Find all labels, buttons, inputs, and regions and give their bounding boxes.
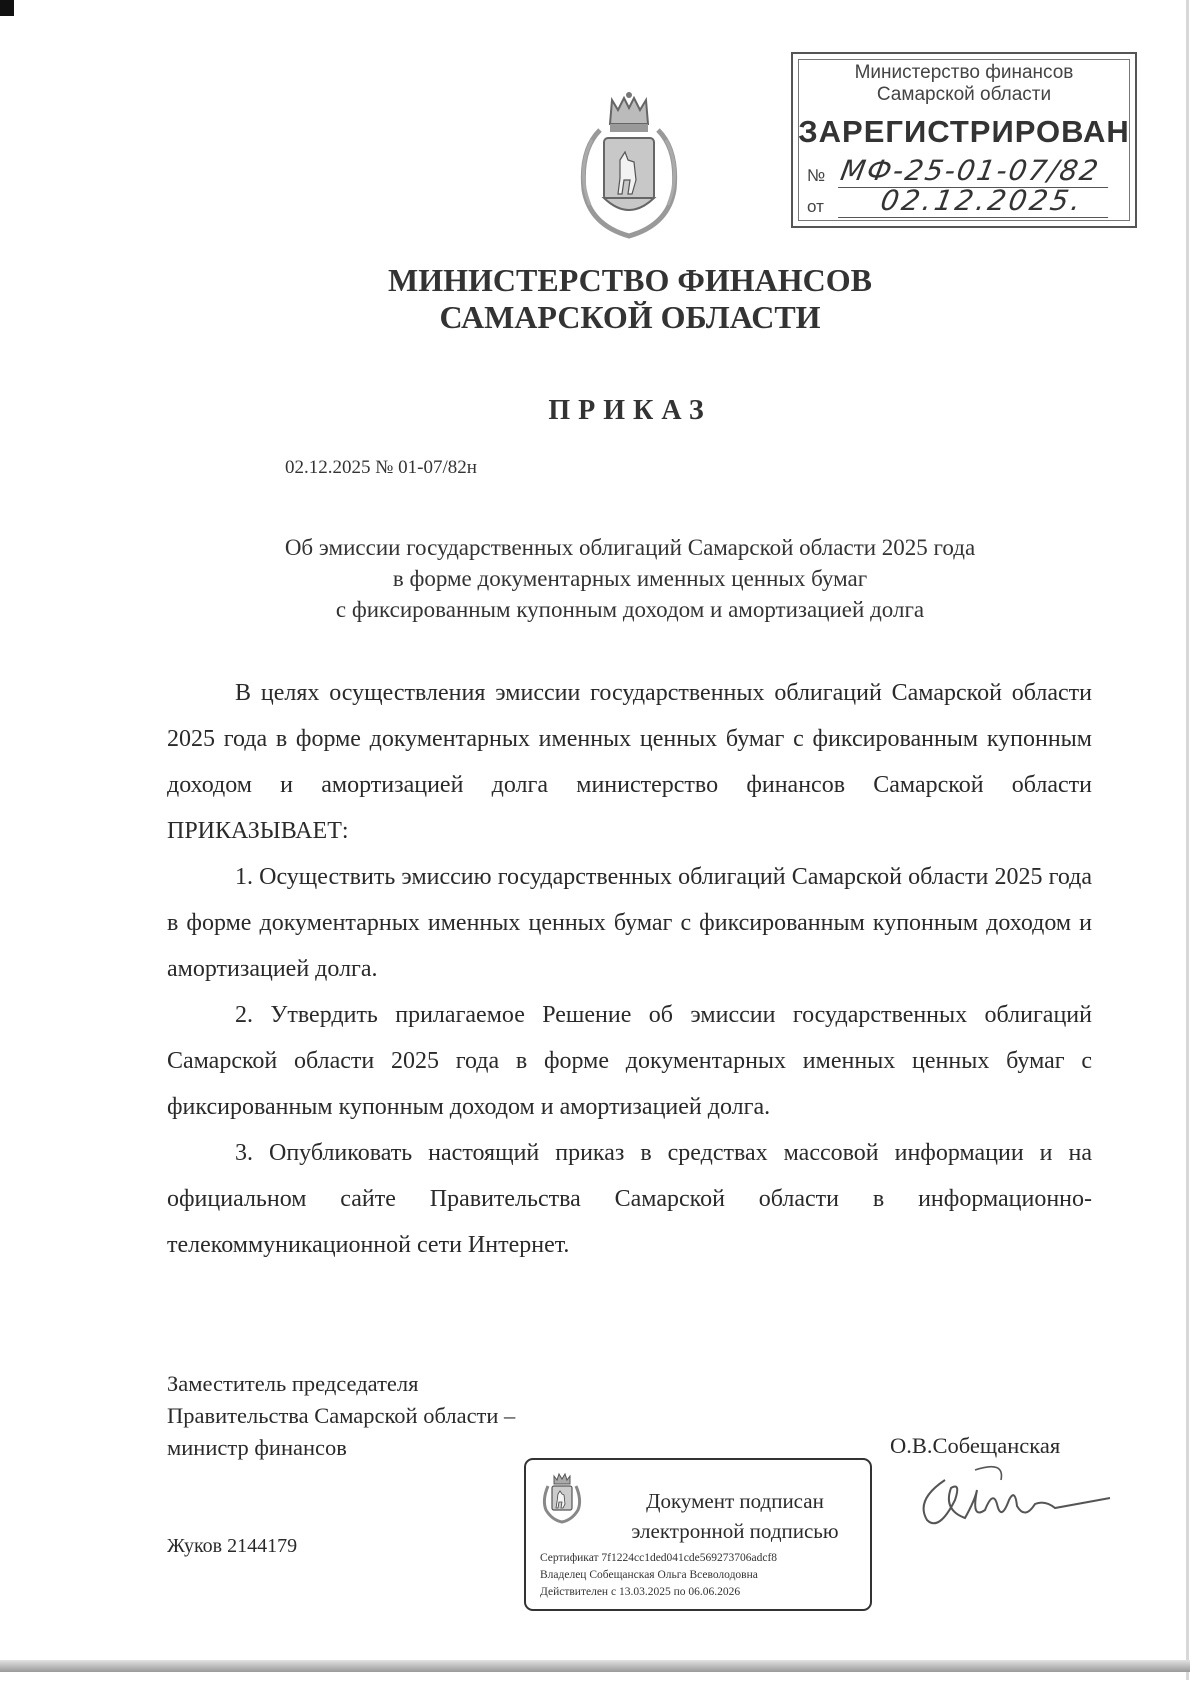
electronic-signature-details: [540, 1550, 777, 1601]
order-item-1: 1. Осуществить эмиссию государственных облигаций Самарской области 2025 года в форме документарных именных ценных бумаг с фиксированным купонным доходом и амортизацией долга.: [167, 864, 1092, 982]
electronic-signature-title: [610, 1486, 860, 1546]
electronic-signature-title-line2: электронной подписью: [631, 1519, 839, 1543]
signer-position-line1: Заместитель председателя: [167, 1371, 419, 1396]
scan-corner-mark: [0, 0, 14, 16]
registration-date-label: от: [807, 197, 824, 216]
coat-of-arms-small-icon: [540, 1472, 584, 1524]
registration-stamp-title: ЗАРЕГИСТРИРОВАН: [798, 114, 1130, 149]
order-item-3: 3. Опубликовать настоящий приказ в средствах массовой информации и на официальном сайте Правительства Самарской области в информационно-телекоммуникационной сети Интернет.: [167, 1140, 1092, 1258]
certificate-number: Сертификат 7f1224cc1ded041cde569273706adcf8: [540, 1552, 778, 1564]
order-subject-line1: Об эмиссии государственных облигаций Самарской области 2025 года: [284, 535, 976, 560]
signer-position: [167, 1368, 515, 1464]
signer-name: О.В.Собещанская: [890, 1433, 1061, 1458]
order-subject: [200, 532, 1060, 625]
coat-of-arms-icon: [570, 90, 688, 240]
registration-stamp-org-line1: Министерство финансов: [854, 62, 1074, 83]
document-type: ПРИКАЗ: [548, 395, 712, 426]
page-edge-bottom: [0, 1660, 1190, 1672]
order-date-number: 02.12.2025 № 01-07/82н: [285, 457, 477, 478]
order-subject-line2: в форме документарных именных ценных бумаг: [392, 566, 868, 591]
signer-position-line2: Правительства Самарской области –: [167, 1403, 516, 1428]
signer-position-line3: министр финансов: [167, 1435, 347, 1460]
registration-number-label: №: [807, 166, 826, 185]
ministry-name: [260, 262, 1000, 336]
order-preamble: В целях осуществления эмиссии государственных облигаций Самарской области 2025 года в форме документарных именных ценных бумаг с фиксированным купонным доходом и амортизацией долга министерство финансов Самарской области ПРИКАЗЫВАЕТ:: [167, 680, 1092, 844]
certificate-owner: Владелец Собещанская Ольга Всеволодовна: [540, 1569, 758, 1581]
order-subject-line3: с фиксированным купонным доходом и амортизацией долга: [335, 597, 925, 622]
order-body: [167, 670, 1092, 1268]
registration-stamp: [791, 52, 1137, 228]
ministry-name-line1: МИНИСТЕРСТВО ФИНАНСОВ: [388, 262, 872, 298]
handwritten-signature: [905, 1460, 1115, 1550]
electronic-signature-stamp: [524, 1458, 872, 1611]
registration-stamp-org: [793, 62, 1135, 106]
performer-contact: Жуков 2144179: [167, 1535, 298, 1557]
registration-date: 02.12.2025.: [838, 184, 1114, 218]
electronic-signature-title-line1: Документ подписан: [646, 1489, 824, 1513]
certificate-validity: Действителен с 13.03.2025 по 06.06.2026: [540, 1586, 741, 1598]
page-edge-right: [1186, 0, 1189, 1680]
ministry-name-line2: САМАРСКОЙ ОБЛАСТИ: [439, 299, 821, 335]
registration-number: МФ-25-01-07/82: [838, 154, 1114, 188]
registration-stamp-org-line2: Самарской области: [876, 84, 1052, 105]
order-item-2: 2. Утвердить прилагаемое Решение об эмиссии государственных облигаций Самарской области 2025 года в форме документарных именных ценных бумаг с фиксированным купонным доходом и амортизацией долга.: [167, 1002, 1092, 1120]
